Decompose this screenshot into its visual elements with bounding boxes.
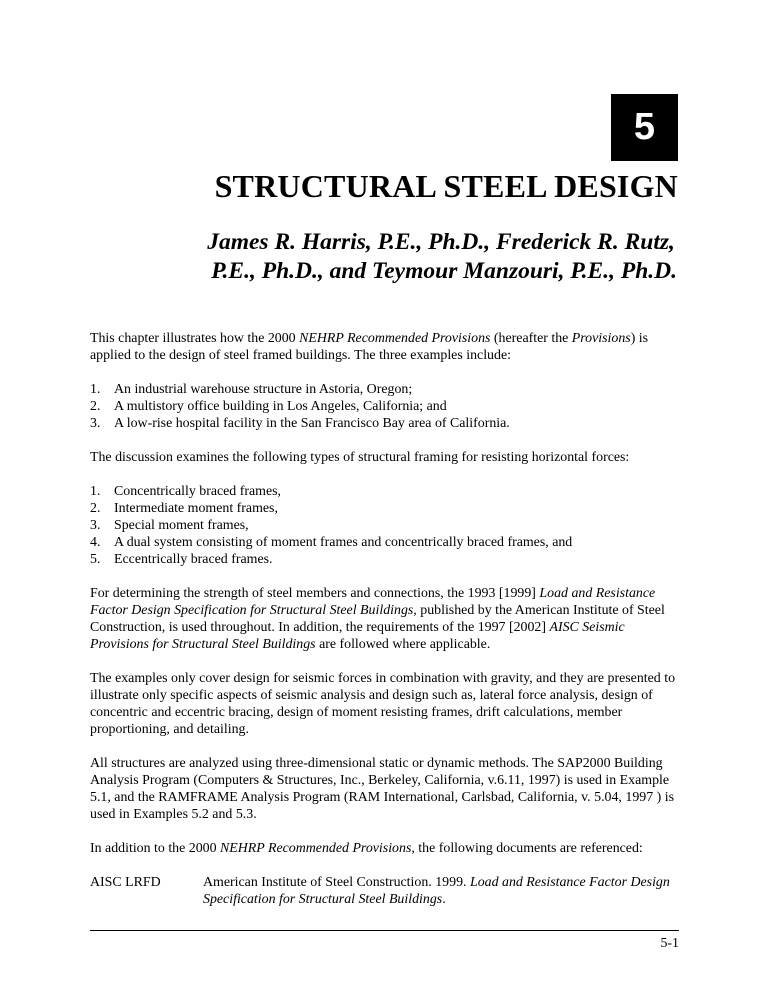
strength-text-1: For determining the strength of steel members and connections, the 1993 [1999]: [90, 586, 540, 601]
list-text: Special moment frames,: [114, 518, 249, 533]
list-text: Eccentrically braced frames.: [114, 552, 273, 567]
list-number: 3.: [90, 518, 101, 533]
examples-list: [90, 381, 680, 432]
chapter-title: STRUCTURAL STEEL DESIGN: [214, 168, 678, 204]
strength-text-2: published by the American Institute of Steel Construction, is used throughout. In addition, the requirements of the 1997 [2002]: [90, 603, 665, 635]
intro-text-1: This chapter illustrates how the 2000: [90, 331, 300, 346]
reference-title: Load and Resistance Factor Design Specification for Structural Steel Buildings: [203, 875, 670, 907]
list-item: [90, 517, 680, 534]
reference-end: .: [442, 892, 446, 907]
list-item: [90, 398, 680, 415]
intro-text-3: ) is applied to the design of steel framed buildings. The three examples include:: [90, 331, 649, 363]
strength-italic-1: Load and Resistance Factor Design Specification for Structural Steel Buildings,: [90, 586, 656, 618]
chapter-number-box: [611, 94, 678, 161]
strength-text-3: are followed where applicable.: [315, 637, 491, 652]
framing-types-list: [90, 483, 680, 568]
list-number: 1.: [90, 484, 101, 499]
list-number: 2.: [90, 399, 101, 414]
framing-intro-paragraph: The discussion examines the following types of structural framing for resisting horizontal forces:: [90, 450, 630, 465]
strength-paragraph: [90, 585, 680, 653]
chapter-body: [90, 330, 680, 908]
footer-divider: [90, 930, 679, 931]
list-number: 5.: [90, 552, 101, 567]
refintro-text-1: In addition to the 2000: [90, 841, 221, 856]
list-item: [90, 483, 680, 500]
authors-block: [207, 228, 677, 286]
list-item: [90, 551, 680, 568]
list-text: A dual system consisting of moment frames and concentrically braced frames, and: [114, 535, 573, 550]
list-text: A low-rise hospital facility in the San Francisco Bay area of California.: [114, 416, 510, 431]
intro-paragraph: [90, 330, 680, 364]
scope-paragraph: The examples only cover design for seismic forces in combination with gravity, and they are presented to illustrate only specific aspects of seismic analysis and design such as, lateral force analysis, design of concentric and eccentric bracing, design of moment resisting frames, drift calculations, member proportioning, and detailing.: [90, 671, 676, 737]
reference-key: AISC LRFD: [90, 875, 161, 890]
authors-line-2: P.E., Ph.D., and Teymour Manzouri, P.E., Ph.D.: [211, 258, 677, 284]
list-text: Concentrically braced frames,: [114, 484, 281, 499]
list-item: [90, 415, 680, 432]
intro-italic-2: Provisions: [571, 331, 631, 346]
reference-entry: [90, 874, 680, 908]
chapter-number: 5: [633, 106, 656, 148]
list-number: 1.: [90, 382, 101, 397]
list-text: Intermediate moment frames,: [114, 501, 278, 516]
page-number: 5-1: [660, 936, 679, 951]
refintro-italic: NEHRP Recommended Provisions: [220, 841, 412, 856]
reference-citation: American Institute of Steel Construction. 1999.: [203, 875, 470, 890]
list-text: An industrial warehouse structure in Astoria, Oregon;: [114, 382, 413, 397]
analysis-paragraph: All structures are analyzed using three-dimensional static or dynamic methods. The SAP2000 Building Analysis Program (Computers & Structures, Inc., Berkeley, California, v.6.11, 1997) is used in Example 5.1, and the RAMFRAME Analysis Program (RAM International, Carlsbad, California, v. 5.04, 1997 ) is used in Examples 5.2 and 5.3.: [90, 756, 674, 822]
references-intro-paragraph: [90, 840, 680, 857]
list-number: 3.: [90, 416, 101, 431]
authors-line-1: James R. Harris, P.E., Ph.D., Frederick R. Rutz,: [207, 229, 675, 255]
list-item: [90, 500, 680, 517]
strength-italic-2: AISC Seismic Provisions for Structural Steel Buildings: [90, 620, 625, 652]
list-item: [90, 534, 680, 551]
reference-text: [203, 874, 680, 908]
list-item: [90, 381, 680, 398]
list-number: 4.: [90, 535, 101, 550]
refintro-text-2: , the following documents are referenced:: [411, 841, 643, 856]
list-text: A multistory office building in Los Angeles, California; and: [114, 399, 447, 414]
intro-text-2: (hereafter the: [490, 331, 572, 346]
intro-italic-1: NEHRP Recommended Provisions: [299, 331, 491, 346]
list-number: 2.: [90, 501, 101, 516]
